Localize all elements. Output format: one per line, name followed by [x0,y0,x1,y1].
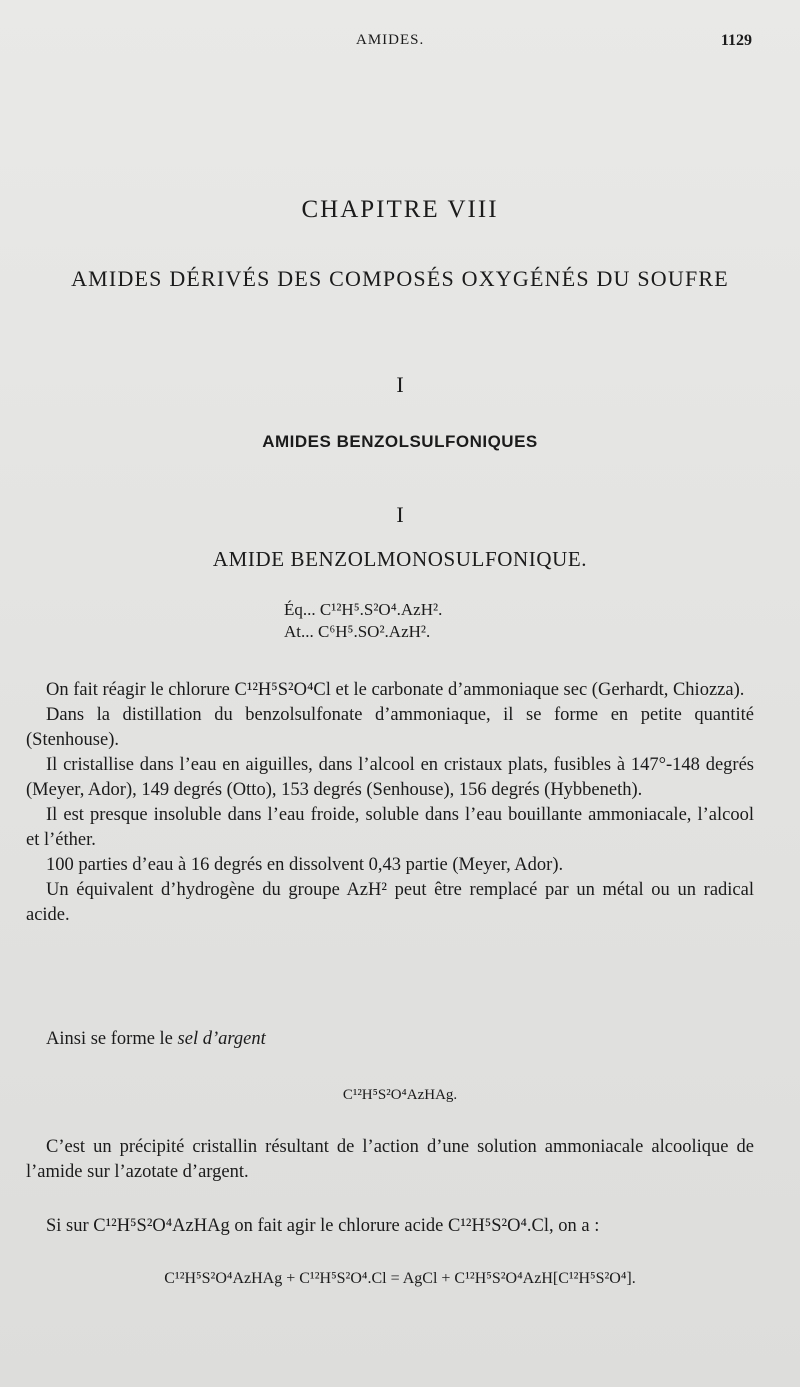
subsection-title: AMIDE BENZOLMONOSULFONIQUE. [212,547,588,571]
formula-equivalent [284,600,442,620]
paragraph: Il est presque insoluble dans l’eau froide, soluble dans l’eau bouillante ammoniacale, l’alcool et l’éther. [26,805,754,850]
running-title: AMIDES. [356,32,425,48]
reaction-equation: C¹²H⁵S²O⁴AzHAg + C¹²H⁵S²O⁴.Cl = AgCl + C¹²H⁵S²O⁴AzH[C¹²H⁵S²O⁴]. [164,1270,636,1287]
paragraph: Un équivalent d’hydrogène du groupe AzH² peut être remplacé par un métal ou un radical acide. [26,880,754,925]
silver-salt-intro [46,1029,266,1050]
formula-eq-value: C¹²H⁵.S²O⁴.AzH². [319,600,443,619]
body-paragraphs [26,678,754,928]
page-number: 1129 [720,32,752,49]
formula-at-value: C⁶H⁵.SO².AzH². [318,622,431,641]
chapter-heading: CHAPITRE VIII [301,196,499,223]
paragraph: 100 parties d’eau à 16 degrés en dissolvent 0,43 partie (Meyer, Ador). [46,855,564,875]
subsection-number: I [396,502,404,527]
silver-description-block [26,1135,754,1185]
paragraph: C’est un précipité cristallin résultant de l’action d’une solution ammoniacale alcoolique de l’amide sur l’azotate d’argent. [26,1137,754,1182]
section-number: I [396,372,404,397]
silver-intro-emphasis: sel d’argent [177,1029,266,1049]
formula-eq-label: Éq... [284,600,316,619]
section-title: AMIDES BENZOLSULFONIQUES [262,432,538,451]
running-head [0,32,800,56]
paragraph: Il cristallise dans l’eau en aiguilles, dans l’alcool en cristaux plats, fusibles à 147°-148 degrés (Meyer, Ador), 149 degrés (Otto), 153 degrés (Senhouse), 156 degrés (Hybbeneth). [26,755,754,800]
paragraph: On fait réagir le chlorure C¹²H⁵S²O⁴Cl et le carbonate d’ammoniaque sec (Gerhardt, Chiozza). [46,680,745,700]
part-title: AMIDES DÉRIVÉS DES COMPOSÉS OXYGÉNÉS DU SOUFRE [71,266,729,291]
reaction-intro: Si sur C¹²H⁵S²O⁴AzHAg on fait agir le chlorure acide C¹²H⁵S²O⁴.Cl, on a : [46,1216,600,1236]
formula-atomic [284,622,430,642]
silver-salt-formula: C¹²H⁵S²O⁴AzHAg. [342,1087,458,1103]
formula-at-label: At... [284,622,314,641]
paragraph: Dans la distillation du benzolsulfonate d’ammoniaque, il se forme en petite quantité (Stenhouse). [26,705,754,750]
silver-intro-text: Ainsi se forme le [46,1029,178,1049]
